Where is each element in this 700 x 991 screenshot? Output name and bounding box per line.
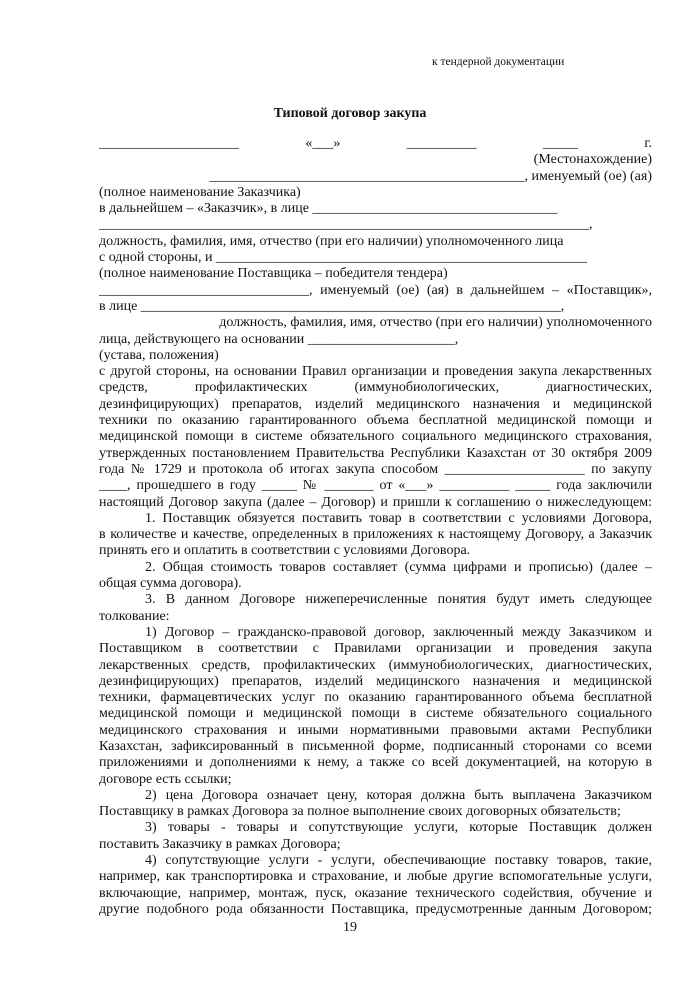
- text-line: в лице ____________________________________________________________,: [99, 298, 565, 314]
- text-line: другие подобного рода обязанности Поставщика, предусмотренные данным Договором;: [99, 901, 652, 917]
- text-line: 1) Договор – гражданско-правовой договор, заключенный между Заказчиком и: [145, 624, 652, 640]
- text-line: с одной стороны, и _____________________________________________________: [99, 250, 587, 266]
- text-line: включающие, например, монтаж, пуск, оказание технического содействия, обучение и: [99, 885, 652, 901]
- text-line: в дальнейшем – «Заказчик», в лице ___________________________________: [99, 201, 558, 217]
- text-line: настоящий Договор закупа (далее – Договор) и пришли к соглашению о нижеследующем:: [99, 494, 652, 510]
- annex-note: к тендерной документации: [432, 56, 565, 68]
- text-line: ______________________________, именуемый (ое) (ая) в дальнейшем – «Поставщик»,: [99, 282, 652, 298]
- text-line: с другой стороны, на основании Правил организации и проведения закупа лекарственных: [99, 364, 652, 380]
- text-line: медицинской помощи и медицинской помощи в системе обязательного социального: [99, 706, 652, 722]
- text-line: техники, фармацевтических услуг по оказанию гарантированного объема бесплатной: [99, 690, 652, 706]
- text-line: лица, действующего на основании _____________________,: [99, 331, 459, 347]
- text-line: дезинфицирующих) препаратов, изделий медицинского назначения и медицинской: [99, 396, 652, 412]
- text-line: ____, прошедшего в году _____ № _______ от «___» __________ _____ года заключили: [99, 478, 652, 494]
- text-line: Поставщику в рамках Договора за полное выполнение своих договорных обязательств;: [99, 804, 621, 820]
- text-line: утвержденных постановлением Правительства Республики Казахстан от 30 октября 2009: [99, 445, 652, 461]
- page-number: 19: [343, 920, 357, 935]
- text-line: 1. Поставщик обязуется поставить товар в соответствии с условиями Договора,: [145, 510, 652, 526]
- text-line: принять его и оплатить в соответствии с условиями Договора.: [99, 543, 471, 559]
- text-line: Поставщиком в соответствии с Правилами организации и проведения закупа: [99, 641, 652, 657]
- text-line: ____________________ «___» __________ _____ г.: [99, 136, 652, 151]
- text-line: поставить Заказчику в рамках Договора;: [99, 836, 341, 852]
- text-line: например, как транспортировка и страхование, и любые другие вспомогательные услуги,: [99, 869, 652, 885]
- text-line: 2. Общая стоимость товаров составляет (сумма цифрами и прописью) (далее –: [145, 559, 652, 575]
- text-line: в количестве и качестве, определенных в приложениях к настоящему Договору, а Заказчик: [99, 527, 652, 543]
- text-line: техники по оказанию гарантированного объема бесплатной медицинской помощи и: [99, 413, 652, 429]
- text-line: Казахстан, зафиксированный в письменной форме, подписанный сторонами со всеми: [99, 738, 652, 754]
- text-line: года № 1729 и протокола об итогах закупа способом ____________________ по закупу: [99, 461, 652, 477]
- text-line: медицинского страхования и иными нормативными правовыми актами Республики: [99, 722, 652, 738]
- text-line: должность, фамилия, имя, отчество (при его наличии) уполномоченного: [131, 315, 652, 331]
- text-line: приложениями и дополнениями к нему, а также со всей документацией, на которую в: [99, 755, 652, 771]
- text-line: договоре есть ссылки;: [99, 771, 232, 787]
- text-line: средств, профилактических (иммунобиологических, диагностических,: [99, 380, 652, 396]
- text-line: 3. В данном Договоре нижеперечисленные понятия будут иметь следующее: [145, 592, 652, 608]
- text-line: толкование:: [99, 608, 170, 624]
- text-line: (полное наименование Поставщика – победителя тендера): [99, 266, 448, 282]
- text-line: медицинской помощи в системе обязательного социального медицинского страхования,: [99, 429, 652, 445]
- text-line: лекарственных средств, профилактических (иммунобиологических, диагностических,: [99, 657, 652, 673]
- text-line: (полное наименование Заказчика): [99, 184, 301, 200]
- text-line: должность, фамилия, имя, отчество (при его наличии) уполномоченного лица: [99, 233, 564, 249]
- text-line: 2) цена Договора означает цену, которая должна быть выплачена Заказчиком: [145, 787, 652, 803]
- text-line: общая сумма договора).: [99, 576, 242, 592]
- text-line: ______________________________________________________________________,: [99, 217, 593, 233]
- document-body: [99, 136, 652, 918]
- document-title: Типовой договор закупа: [273, 106, 427, 121]
- text-line: 4) сопутствующие услуги - услуги, обеспечивающие поставку товаров, такие,: [145, 853, 652, 869]
- text-line: (Местонахождение): [533, 152, 652, 168]
- text-line: дезинфицирующих) препаратов, изделий медицинского назначения и медицинской: [99, 673, 652, 689]
- text-line: _____________________________________________, именуемый (ое) (ая): [209, 168, 652, 184]
- text-line: (устава, положения): [99, 347, 219, 363]
- text-line: 3) товары - товары и сопутствующие услуги, которые Поставщик должен: [145, 820, 652, 836]
